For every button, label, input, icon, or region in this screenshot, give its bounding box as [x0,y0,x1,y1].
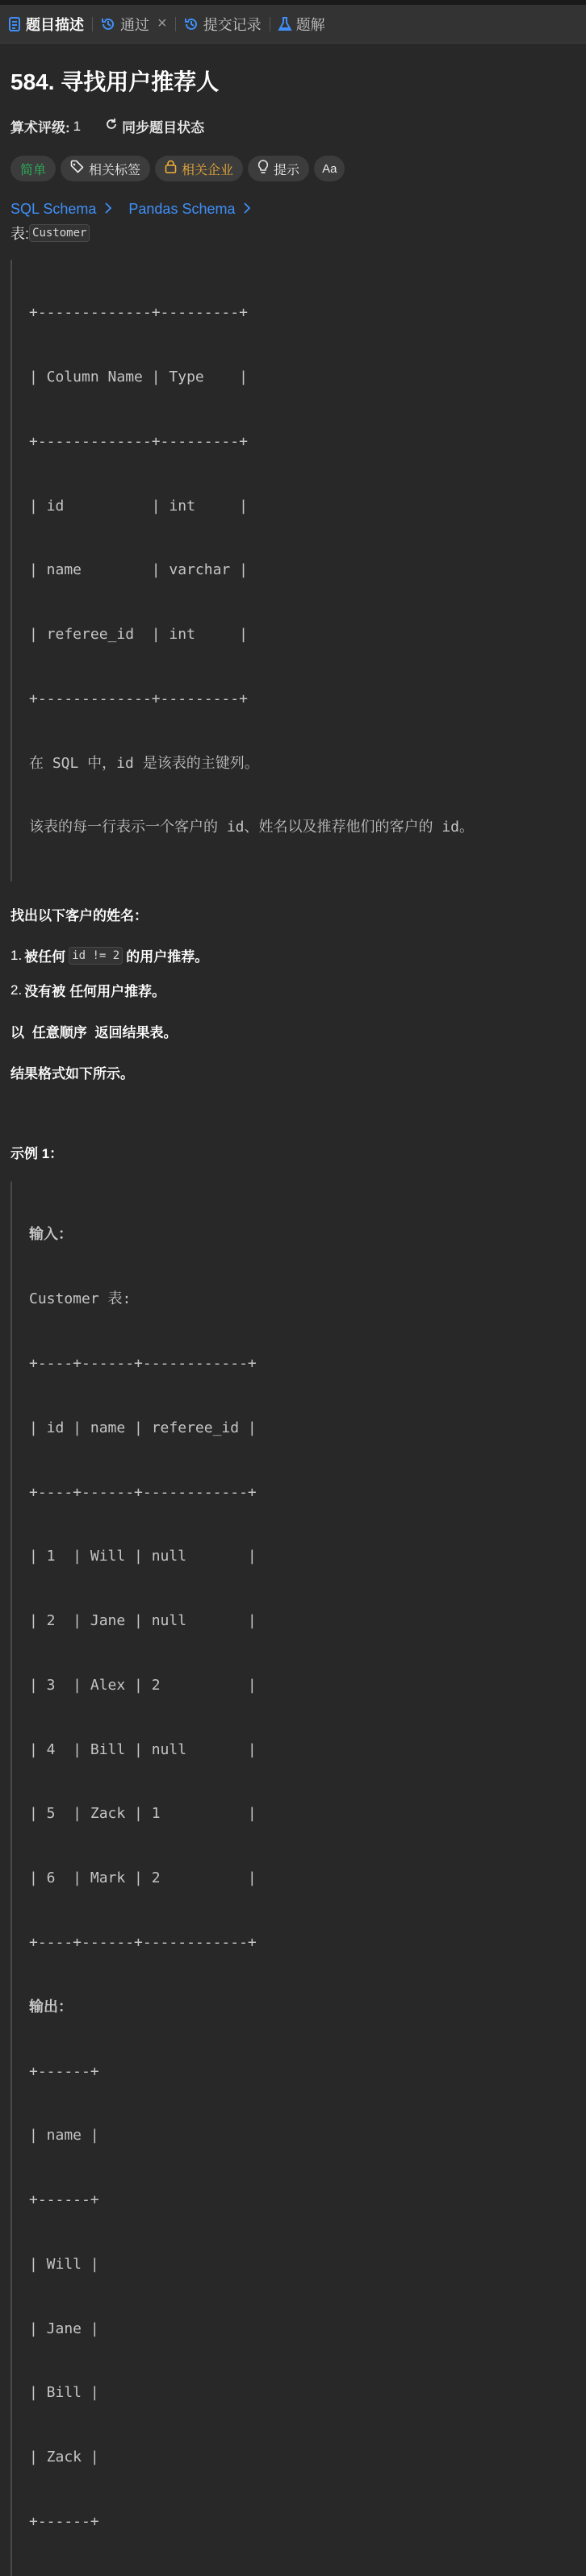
example-block [10,1182,576,2576]
table-name-line [10,223,576,244]
schema-line: +-------------+---------+ [29,432,248,450]
chevron-right-icon [243,201,251,218]
related-companies-button[interactable] [155,156,243,181]
table-name-code: Customer [29,224,90,242]
rating-label: 算术评级: [10,120,70,135]
translate-icon: Aa [322,161,337,176]
description-intro: 找出以下客户的姓名： [10,908,148,924]
sql-schema-link[interactable] [10,201,112,218]
difficulty-label: 简单 [20,163,47,177]
problem-content [10,44,576,2576]
history-icon [184,17,199,31]
problem-meta [10,116,576,136]
order-bold: 任意顺序 [31,1025,87,1041]
example-line: | 2 | Jane | null | [29,1612,257,1630]
order-pre: 以 [10,1025,24,1041]
example-line: +------+ [29,2513,99,2531]
history-icon [101,17,115,31]
list-item [10,945,576,965]
sync-status-button[interactable] [105,116,204,136]
sync-status-label: 同步题目状态 [122,120,205,135]
example-line: +----+------+------------+ [29,1934,257,1951]
example-line: | Will | [29,2255,99,2273]
order-line [10,1021,576,1041]
example-line: | 3 | Alex | 2 | [29,1676,257,1694]
output-label: 输出： [29,1998,73,2015]
order-post: 返回结果表。 [94,1025,178,1041]
example-line: | id | name | referee_id | [29,1419,257,1436]
example-line: +------+ [29,2062,99,2080]
example-line: | Zack | [29,2449,99,2466]
example-line: | Bill | [29,2384,99,2402]
schema-line: | referee_id | int | [29,626,248,644]
example-heading: 示例 1： [10,1146,64,1162]
related-tags-label: 相关标签 [89,163,141,177]
item2-rest: 任何用户推荐。 [69,984,166,1000]
example-line: +------+ [29,2191,99,2209]
item1-rest: 的用户推荐。 [126,949,209,965]
sql-schema-label: SQL Schema [10,201,97,217]
document-icon [8,17,21,31]
rating-value: 1 [73,118,82,134]
schema-line: | name | varchar | [29,561,248,579]
tab-passed-label: 通过 [120,16,149,33]
chevron-right-icon [104,201,112,218]
hint-label: 提示 [274,163,300,177]
schema-line: | Column Name | Type | [29,368,248,386]
table-prefix: 表: [10,226,30,242]
list-item [10,980,576,1000]
refresh-icon [105,118,118,135]
pandas-schema-link[interactable] [128,201,251,218]
item1-code: id != 2 [69,947,123,965]
tab-submissions-label: 提交记录 [203,16,262,33]
example-line: | 1 | Will | null | [29,1548,257,1565]
related-tags-button[interactable] [61,156,150,181]
tab-description[interactable] [8,11,84,37]
tab-description-label: 题目描述 [26,16,84,33]
schema-block [10,260,576,882]
lightbulb-icon [257,160,269,178]
tab-solutions[interactable] [278,11,325,37]
hint-button[interactable] [248,156,309,181]
example-line: | 4 | Bill | null | [29,1740,257,1758]
tag-icon [70,160,84,177]
tab-divider [175,17,176,31]
tab-passed[interactable] [101,11,167,37]
translate-button[interactable] [314,156,345,181]
example-line: +----+------+------------+ [29,1354,257,1372]
schema-line: +-------------+---------+ [29,690,248,707]
schema-line: | id | int | [29,497,248,515]
tab-bar [0,0,586,44]
tab-divider [92,17,93,31]
page-title: 584. 寻找用户推荐人 [10,69,220,94]
list-number: 2. [10,982,23,998]
input-label: 输入： [29,1226,73,1244]
schema-links [10,201,576,218]
example-line: +----+------+------------+ [29,1483,257,1501]
item2-bold: 没有被 [24,984,66,1000]
tab-submissions[interactable] [184,11,262,37]
lock-icon [165,160,177,177]
example-line: | 5 | Zack | 1 | [29,1805,257,1823]
item1-bold: 被任何 [24,949,66,965]
tab-solutions-label: 题解 [295,16,325,33]
schema-line: 在 SQL 中，id 是该表的主键列。 [29,754,259,772]
example-line: Customer 表: [29,1290,132,1308]
related-companies-label: 相关企业 [182,163,234,177]
schema-line: 该表的每一行表示一个客户的 id、姓名以及推荐他们的客户的 id。 [29,819,475,836]
close-icon[interactable]: × [157,15,167,32]
schema-line: +-------------+---------+ [29,304,248,322]
example-line: | name | [29,2127,99,2145]
format-note: 结果格式如下所示。 [10,1066,134,1082]
list-number: 1. [10,947,23,963]
difficulty-badge [10,156,56,181]
example-line: | 6 | Mark | 2 | [29,1869,257,1887]
pandas-schema-label: Pandas Schema [128,201,236,217]
chip-row [10,156,576,181]
example-line: | Jane | [29,2320,99,2337]
flask-icon [278,17,291,31]
